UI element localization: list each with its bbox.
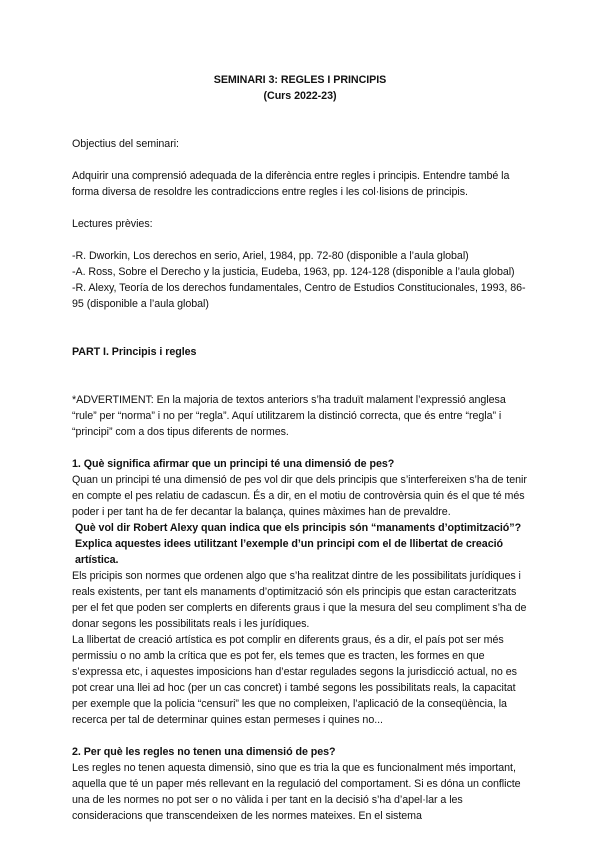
answer-1b-paragraph-1: Els pricipis son normes que ordenen algo que s’ha realitzat dintre de les possibilitats jurídiques i reals existents, per tant els manaments d’optimització són els principis que estan caracteritzats per el fet que poden ser complerts en diferents graus i que la mesura del seu compliment s’ha de donar segons les possibilitats reals i les jurídiques.	[72, 570, 527, 630]
reading-item: -R. Alexy, Teoría de los derechos fundamentales, Centro de Estudios Constitucionales, 1993, 86-95 (disponible a l’aula global)	[72, 282, 526, 310]
warning-note: *ADVERTIMENT: En la majoria de textos anteriors s’ha traduït malament l’expressió anglesa “rule” per “norma” i no per “regla”. Aquí utilitzarem la distinció correcta, que és entre “regla” i “principi” com a dos tipus diferents de normes.	[72, 394, 506, 438]
question-2: 2. Per què les regles no tenen una dimensió de pes?	[72, 746, 336, 758]
objectives-text: Adquirir una comprensió adequada de la diferència entre regles i principis. Entendre també la forma diversa de resoldre les contradiccions entre regles i les col·lisions de principis.	[72, 170, 510, 198]
readings-label: Lectures prèvies:	[72, 218, 153, 230]
reading-item: -R. Dworkin, Los derechos en serio, Ariel, 1984, pp. 72-80 (disponible a l’aula global)	[72, 250, 469, 262]
answer-1b-paragraph-2: La llibertat de creació artística es pot complir en diferents graus, és a dir, el país pot ser més permissiu o no amb la crítica que es pot fer, els temes que es tracten, les formes en que s’expressa etc, i aquestes imposicions han d’estar regulades segons la jurisdicció actual, no es pot crear una llei ad hoc (per un cas concret) i també segons les possibilitats reals, la capacitat per exemple que la policia “censuri” les que no compleixen, l’aplicació de la conseqüència, la recerca per tal de determinar quines estan permeses i quines no...	[72, 634, 517, 726]
document-title: SEMINARI 3: REGLES I PRINCIPIS	[213, 74, 387, 86]
question-1b: Què vol dir Robert Alexy quan indica que els principis són “manaments d’optimització”? Explica aquestes idees utilitzant l’exemple d’un principi com el de llibertat de creació artística.	[75, 522, 522, 566]
question-1: 1. Què significa afirmar que un principi té una dimensió de pes?	[72, 458, 395, 470]
answer-2: Les regles no tenen aquesta dimensiò, sino que es tria la que es funcionalment més important, aquella que té un paper més rellevant en la regulació del comportament. Si es dóna un conflicte una de les normes no pot ser o no vàlida i per tant en la decisió s’ha d’apel·lar a les consideracions que transcendeixen de les normes mateixes. En el sistema	[72, 762, 521, 822]
objectives-label: Objectius del seminari:	[72, 138, 179, 150]
course-year: (Curs 2022-23)	[263, 90, 337, 102]
part1-heading: PART I. Principis i regles	[72, 346, 197, 358]
answer-1: Quan un principi té una dimensió de pes vol dir que dels principis que s’interfereixen s’ha de tenir en compte el pes relatiu de cadascun. És a dir, en el motiu de controvèrsia quin és el que té més poder i per tant ha de fer decantar la balança, quines màximes han de prevaldre.	[72, 474, 527, 518]
readings-list	[72, 248, 528, 312]
reading-item: -A. Ross, Sobre el Derecho y la justicia, Eudeba, 1963, pp. 124-128 (disponible a l’aula global)	[72, 266, 515, 278]
